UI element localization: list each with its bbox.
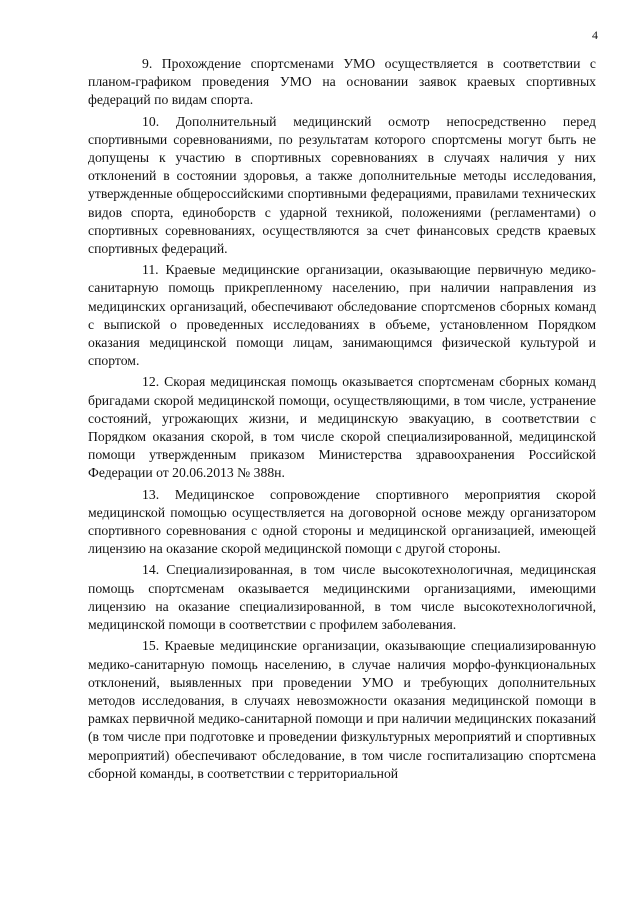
paragraph-9: 9. Прохождение спортсменами УМО осуществляется в соответствии с планом-графиком проведения УМО на основании заявок краевых спортивных федераций по видам спорта. [88,56,596,108]
paragraph-11: 11. Краевые медицинские организации, оказывающие первичную медико-санитарную помощь прикрепленному населению, при наличии направления из медицинских организаций, обеспечивают обследование спортсменов сборных команд с выпиской о проведенных исследованиях в объеме, установленном Порядком оказания медицинской помощи лицам, занимающимся физической культурой и спортом. [88,262,596,369]
paragraph-15: 15. Краевые медицинские организации, оказывающие специализированную медико-санитарную помощь населению, в случае наличия морфо-функциональных отклонений, выявленных при проведении УМО и требующих дополнительных методов исследования, в случаях невозможности оказания медицинской помощи в рамках первичной медико-санитарной помощи и при наличии медицинских показаний (в том числе при подготовке и проведении физкультурных мероприятий и спортивных мероприятий) обеспечивают обследование, в том числе госпитализацию спортсмена сборной команды, в соответствии с территориальной [88,638,596,781]
document-body [88,55,596,786]
paragraph-13: 13. Медицинское сопровождение спортивного мероприятия скорой медицинской помощью осуществляется на договорной основе между организатором спортивного соревнования с одной стороны и медицинской организацией, имеющей лицензию на оказание скорой медицинской помощи с другой стороны. [88,486,596,557]
page-number: 4 [592,28,598,42]
paragraph-12: 12. Скорая медицинская помощь оказывается спортсменам сборных команд бригадами скорой медицинской помощи, осуществляющими, в том числе, устранение состояний, угрожающих жизни, и медицинскую эвакуацию, в соответствии с Порядком оказания скорой, в том числе скорой специализированной, медицинской помощи утвержденным приказом Министерства здравоохранения Российской Федерации от 20.06.2013 № 388н. [88,374,596,481]
paragraph-10: 10. Дополнительный медицинский осмотр непосредственно перед спортивными соревнованиями, по результатам которого спортсмены могут быть не допущены к участию в спортивных соревнованиях в случаях наличия у них отклонений в состоянии здоровья, а также дополнительные методы исследования, утвержденные общероссийскими спортивными федерациями, правилами технических видов спорта, единоборств с ударной техникой, положениями (регламентами) о спортивных соревнованиях, осуществляются за счет финансовых средств краевых спортивных федераций. [88,113,596,257]
paragraph-14: 14. Специализированная, в том числе высокотехнологичная, медицинская помощь спортсменам оказывается медицинскими организациями, имеющими лицензию на оказание специализированной, в том числе высокотехнологичной, медицинской помощи в соответствии с профилем заболевания. [88,562,596,633]
